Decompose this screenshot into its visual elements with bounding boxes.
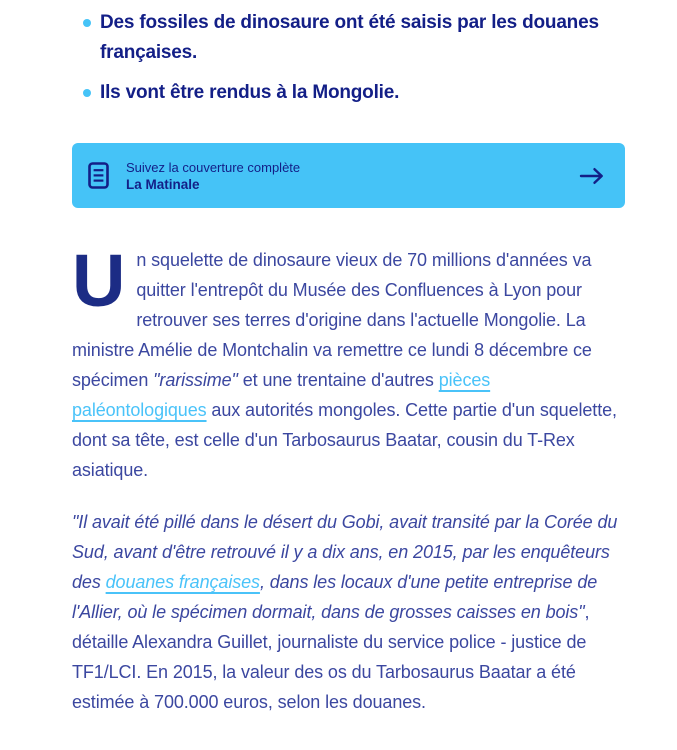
link-douanes-francaises[interactable]: douanes françaises bbox=[105, 572, 260, 592]
summary-bullets bbox=[72, 8, 625, 108]
quote-end: , dans les locaux d'une petite entreprise de l'Allier, où le spécimen dormait, dans de grosses caisses en bois" bbox=[72, 572, 598, 622]
banner-kicker: Suivez la couverture complète bbox=[126, 159, 301, 175]
summary-bullet-text: Ils vont être rendus à la Mongolie. bbox=[100, 82, 400, 103]
dropcap: U bbox=[72, 239, 126, 322]
paragraph-1 bbox=[72, 239, 625, 485]
article-body bbox=[72, 239, 625, 717]
coverage-banner-link[interactable] bbox=[72, 143, 625, 208]
bullet-icon bbox=[83, 19, 91, 27]
bullet-icon bbox=[83, 89, 91, 97]
paragraph-1-text-start: n squelette de dinosaure vieux de 70 millions d'années va quitter l'entrepôt du Musée des Confluences à Lyon pour retrouver ses terres d'origine dans l'actuelle Mongolie. La ministre Amélie de Montchalin va remettre ce lundi 8 décembre ce spécimen bbox=[72, 250, 592, 390]
summary-bullet-text: Des fossiles de dinosaure ont été saisis par les douanes françaises. bbox=[100, 12, 599, 63]
summary-bullet-2 bbox=[72, 78, 625, 108]
banner-title: La Matinale bbox=[126, 176, 200, 192]
paragraph-2 bbox=[72, 507, 625, 717]
attribution-text: , détaille Alexandra Guillet, journaliste du service police - justice de TF1/LCI. En 2015, la valeur des os du Tarbosaurus Baatar a été estimée à 700.000 euros, selon les douanes. bbox=[72, 602, 590, 712]
summary-bullet-1 bbox=[72, 8, 625, 68]
arrow-right-icon bbox=[579, 167, 605, 185]
link-pieces-paleontologiques[interactable]: pièces paléontologiques bbox=[72, 370, 491, 420]
paragraph-1-text-mid: et une trentaine d'autres bbox=[242, 370, 439, 390]
article-icon bbox=[88, 162, 109, 189]
quote-start: "Il avait été pillé dans le désert du Gobi, avait transité par la Corée du Sud, avant d'être retrouvé il y a dix ans, en 2015, par les enquêteurs des bbox=[72, 512, 618, 592]
quoted-word: "rarissime" bbox=[153, 370, 243, 390]
banner-text bbox=[126, 159, 300, 193]
paragraph-1-text-end: aux autorités mongoles. Cette partie d'un squelette, dont sa tête, est celle d'un Tarbosaurus Baatar, cousin du T-Rex asiatique. bbox=[72, 400, 617, 480]
